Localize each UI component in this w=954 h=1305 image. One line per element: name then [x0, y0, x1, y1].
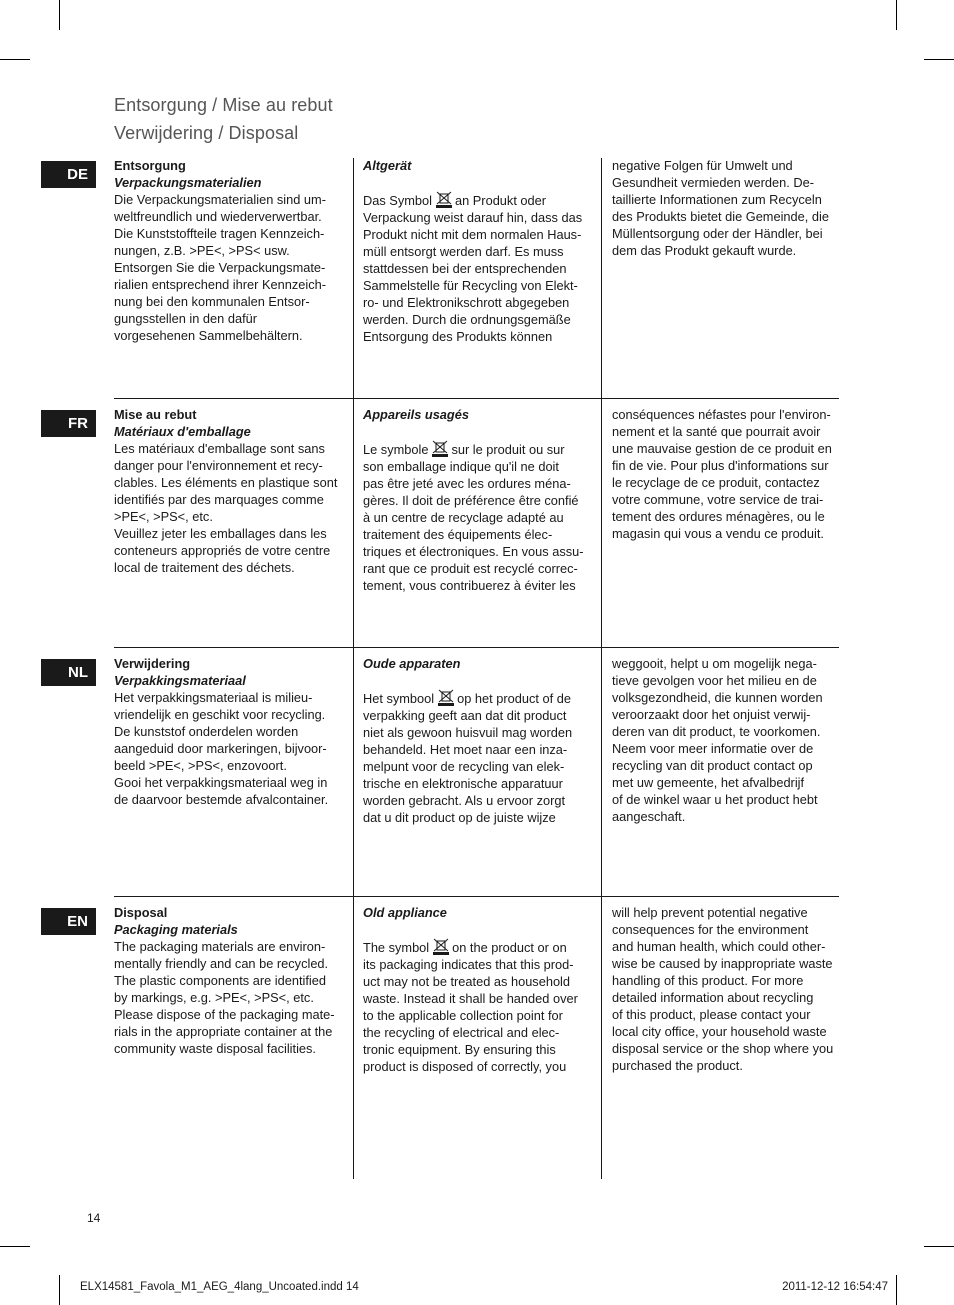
text-line: une mauvaise gestion de ce produit en	[612, 441, 832, 456]
crop-mark	[896, 0, 897, 30]
text-line: and human health, which could other-	[612, 939, 826, 954]
section-divider	[114, 896, 839, 897]
text-line: community waste disposal facilities.	[114, 1041, 316, 1056]
text-line: volksgezondheid, die kunnen worden	[612, 690, 823, 705]
section-subheading: Packaging materials	[114, 922, 238, 937]
text-line: ro- und Elektronikschrott abgegeben	[363, 295, 570, 310]
text-line: behandeld. Het moet naar een inza-	[363, 742, 568, 757]
section-subheading: Appareils usagés	[363, 407, 469, 422]
text-line: Sammelstelle für Recycling von Elekt-	[363, 278, 578, 293]
text-line: its packaging indicates that this prod-	[363, 957, 574, 972]
old-appliance-column	[363, 157, 595, 345]
text-line: Entsorgung des Produkts können	[363, 329, 553, 344]
symbol-text-before: The symbol	[363, 940, 430, 955]
text-line: of de winkel waar u het product hebt	[612, 792, 818, 807]
text-line: de daarvoor bestemde afvalcontainer.	[114, 792, 329, 807]
text-line: local city office, your household waste	[612, 1024, 827, 1039]
text-line: beeld >PE<, >PS<, enzovoort.	[114, 758, 287, 773]
text-line: identifiés par des marquages comme	[114, 492, 324, 507]
text-line: Gesundheit vermieden werden. De-	[612, 175, 815, 190]
text-line: des Produkts bietet die Gemeinde, die	[612, 209, 829, 224]
text-line: à un centre de recyclage adapté au	[363, 510, 564, 525]
text-line: will help prevent potential negative	[612, 905, 808, 920]
packaging-column	[114, 157, 346, 344]
text-line: aangeschaft.	[612, 809, 686, 824]
text-line: The packaging materials are environ-	[114, 939, 326, 954]
text-line: by markings, e.g. >PE<, >PS<, etc.	[114, 990, 314, 1005]
recycling-info-column	[612, 904, 844, 1074]
text-line: deren van dit product, te voorkomen.	[612, 724, 821, 739]
spacer	[363, 174, 595, 191]
text-line: aangeduid door markeringen, bijvoor-	[114, 741, 327, 756]
recycling-info-column	[612, 157, 844, 259]
text-line: Die Kunststoffteile tragen Kennzeich-	[114, 226, 325, 241]
page-title-line-1: Entsorgung / Mise au rebut	[114, 95, 333, 115]
symbol-text-after: op het product of de	[457, 691, 571, 706]
text-line: nungen, z.B. >PE<, >PS< usw.	[114, 243, 290, 258]
symbol-line	[363, 191, 595, 209]
text-line: Het verpakkingsmateriaal is milieu-	[114, 690, 313, 705]
symbol-line	[363, 440, 595, 458]
text-line: Les matériaux d'emballage sont sans	[114, 441, 325, 456]
text-line: fin de vie. Pour plus d'informations sur	[612, 458, 829, 473]
crop-mark	[0, 59, 30, 60]
spacer	[363, 921, 595, 938]
section-heading: Entsorgung	[114, 158, 186, 173]
section-subheading: Altgerät	[363, 158, 412, 173]
text-line: wise be caused by inappropriate waste	[612, 956, 833, 971]
text-line: >PE<, >PS<, etc.	[114, 509, 213, 524]
text-line: dat u dit product op de juiste wijze	[363, 810, 556, 825]
language-badge-en: EN	[41, 908, 96, 935]
text-line: verpakking geeft aan dat dit product	[363, 708, 567, 723]
text-line: recycling van dit product contact op	[612, 758, 813, 773]
text-line: disposal service or the shop where you	[612, 1041, 834, 1056]
text-line: purchased the product.	[612, 1058, 743, 1073]
text-line: De kunststof onderdelen worden	[114, 724, 299, 739]
text-line: veroorzaakt door het onjuist verwij-	[612, 707, 811, 722]
spacer	[363, 423, 595, 440]
text-line: melpunt voor de recycling van elek-	[363, 759, 565, 774]
text-line: triques et électroniques. En vous assu-	[363, 544, 584, 559]
recycling-info-column	[612, 655, 844, 825]
language-badge-nl: NL	[41, 659, 96, 686]
crossed-out-wheelie-bin-icon	[430, 938, 452, 955]
text-line: tement des ordures ménagères, ou le	[612, 509, 825, 524]
crossed-out-wheelie-bin-icon	[435, 689, 457, 706]
crop-mark	[0, 1246, 30, 1247]
text-line: dem das Produkt gekauft wurde.	[612, 243, 797, 258]
slug-filename: ELX14581_Favola_M1_AEG_4lang_Uncoated.indd 14	[80, 1281, 359, 1293]
text-line: tieve gevolgen voor het milieu en de	[612, 673, 817, 688]
symbol-line	[363, 938, 595, 956]
text-line: traitement des équipements élec-	[363, 527, 553, 542]
text-line: Müllentsorgung oder der Händler, bei	[612, 226, 823, 241]
symbol-text-after: an Produkt oder	[454, 193, 547, 208]
text-line: the recycling of electrical and elec-	[363, 1025, 560, 1040]
text-line: product is disposed of correctly, you	[363, 1059, 567, 1074]
symbol-text-before: Das Symbol	[363, 193, 432, 208]
text-line: gères. Il doit de préférence être confié	[363, 493, 579, 508]
text-line: votre commune, votre service de trai-	[612, 492, 824, 507]
old-appliance-column	[363, 406, 595, 594]
text-line: vriendelijk en geschikt voor recycling.	[114, 707, 326, 722]
text-line: rials in the appropriate container at the	[114, 1024, 333, 1039]
text-line: Please dispose of the packaging mate-	[114, 1007, 335, 1022]
text-line: son emballage indique qu'il ne doit	[363, 459, 559, 474]
symbol-line	[363, 689, 595, 707]
text-line: taillierte Informationen zum Recyceln	[612, 192, 822, 207]
text-line: negative Folgen für Umwelt und	[612, 158, 793, 173]
section-divider	[114, 398, 839, 399]
recycling-info-column	[612, 406, 844, 542]
column-divider	[353, 158, 354, 1179]
text-line: mentally friendly and can be recycled.	[114, 956, 329, 971]
text-line: magasin qui vous a vendu ce produit.	[612, 526, 824, 541]
text-line: handling of this product. For more	[612, 973, 804, 988]
section-subheading: Verpakkingsmateriaal	[114, 673, 246, 688]
text-line: detailed information about recycling	[612, 990, 814, 1005]
text-line: niet als gewoon huisvuil mag worden	[363, 725, 573, 740]
text-line: tement, vous contribuerez à éviter les	[363, 578, 576, 593]
text-line: vorgesehenen Sammelbehältern.	[114, 328, 303, 343]
section-subheading: Verpackungsmaterialien	[114, 175, 262, 190]
text-line: weggooit, helpt u om mogelijk nega-	[612, 656, 817, 671]
text-line: waste. Instead it shall be handed over	[363, 991, 578, 1006]
text-line: pas être jeté avec les ordures ména-	[363, 476, 571, 491]
crop-mark	[59, 1275, 60, 1305]
symbol-text-after: sur le produit ou sur	[451, 442, 565, 457]
language-badge-de: DE	[41, 161, 96, 188]
spacer	[363, 672, 595, 689]
text-line: Neem voor meer informatie over de	[612, 741, 814, 756]
text-line: met uw gemeente, het afvalbedrijf	[612, 775, 805, 790]
old-appliance-column	[363, 904, 595, 1075]
text-line: The plastic components are identified	[114, 973, 326, 988]
section-heading: Disposal	[114, 905, 168, 920]
packaging-column	[114, 904, 346, 1057]
packaging-column	[114, 655, 346, 808]
text-line: nement et la santé que pourrait avoir	[612, 424, 821, 439]
text-line: weltfreundlich und wiederverwertbar.	[114, 209, 322, 224]
text-line: local de traitement des déchets.	[114, 560, 295, 575]
language-badge-fr: FR	[41, 410, 96, 437]
text-line: Entsorgen Sie die Verpackungsmate-	[114, 260, 326, 275]
text-line: conteneurs appropriés de votre centre	[114, 543, 331, 558]
text-line: rant que ce produit est recyclé correc-	[363, 561, 578, 576]
text-line: gungsstellen in den dafür	[114, 311, 258, 326]
crop-mark	[896, 1275, 897, 1305]
crossed-out-wheelie-bin-icon	[429, 440, 451, 457]
section-heading: Mise au rebut	[114, 407, 197, 422]
column-divider	[601, 158, 602, 1179]
text-line: stattdessen bei der entsprechenden	[363, 261, 567, 276]
text-line: le recyclage de ce produit, contactez	[612, 475, 820, 490]
crop-mark	[59, 0, 60, 30]
section-subheading: Old appliance	[363, 905, 447, 920]
text-line: of this product, please contact your	[612, 1007, 811, 1022]
text-line: Gooi het verpakkingsmateriaal weg in	[114, 775, 328, 790]
text-line: Verpackung weist darauf hin, dass das	[363, 210, 583, 225]
text-line: clables. Les éléments en plastique sont	[114, 475, 338, 490]
text-line: consequences for the environment	[612, 922, 809, 937]
symbol-text-before: Le symbole	[363, 442, 429, 457]
crossed-out-wheelie-bin-icon	[433, 191, 455, 208]
old-appliance-column	[363, 655, 595, 826]
text-line: Die Verpackungsmaterialien sind um-	[114, 192, 326, 207]
crop-mark	[924, 59, 954, 60]
text-line: worden gebracht. Als u ervoor zorgt	[363, 793, 566, 808]
text-line: Produkt nicht mit dem normalen Haus-	[363, 227, 582, 242]
section-divider	[114, 647, 839, 648]
text-line: trische en elektronische apparatuur	[363, 776, 563, 791]
symbol-text-after: on the product or on	[452, 940, 567, 955]
text-line: conséquences néfastes pour l'environ-	[612, 407, 831, 422]
slug-timestamp: 2011-12-12 16:54:47	[782, 1281, 888, 1293]
page-number: 14	[87, 1211, 101, 1225]
page-title-line-2: Verwijdering / Disposal	[114, 123, 299, 143]
text-line: danger pour l'environnement et recy-	[114, 458, 323, 473]
text-line: Veuillez jeter les emballages dans les	[114, 526, 327, 541]
text-line: rialien entsprechend ihrer Kennzeich-	[114, 277, 326, 292]
text-line: werden. Durch die ordnungsgemäße	[363, 312, 571, 327]
text-line: uct may not be treated as household	[363, 974, 571, 989]
text-line: to the applicable collection point for	[363, 1008, 563, 1023]
symbol-text-before: Het symbool	[363, 691, 435, 706]
section-subheading: Oude apparaten	[363, 656, 461, 671]
text-line: müll entsorgt werden darf. Es muss	[363, 244, 564, 259]
section-heading: Verwijdering	[114, 656, 191, 671]
crop-mark	[924, 1246, 954, 1247]
section-subheading: Matériaux d'emballage	[114, 424, 251, 439]
text-line: tronic equipment. By ensuring this	[363, 1042, 556, 1057]
packaging-column	[114, 406, 346, 576]
text-line: nung bei den kommunalen Entsor-	[114, 294, 310, 309]
